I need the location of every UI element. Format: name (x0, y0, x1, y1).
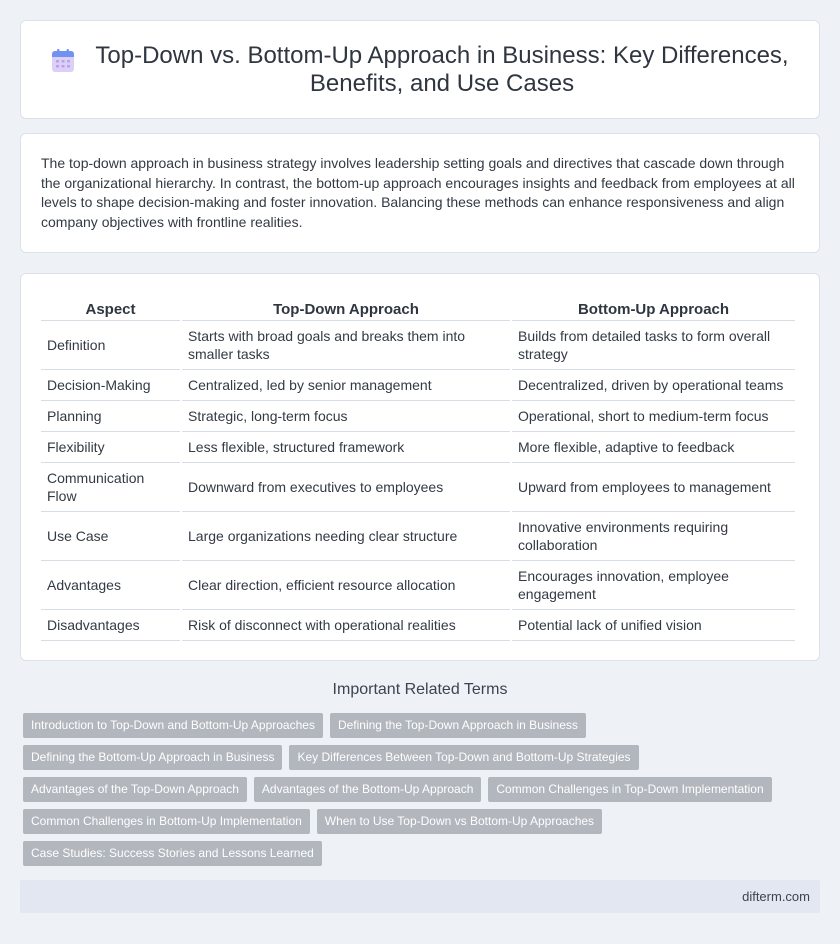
table-header-row (41, 294, 795, 321)
table-cell: Planning (41, 401, 180, 432)
calendar-icon (50, 48, 76, 74)
related-terms-list (23, 713, 813, 873)
related-term-tag[interactable]: Case Studies: Success Stories and Lessons Learned (23, 841, 322, 866)
tag-row (23, 777, 813, 802)
header-aspect: Aspect (41, 294, 180, 321)
related-term-tag[interactable]: Key Differences Between Top-Down and Bottom-Up Strategies (289, 745, 638, 770)
table-row (41, 610, 795, 641)
related-term-tag[interactable]: Common Challenges in Top-Down Implementation (488, 777, 771, 802)
table-row (41, 463, 795, 512)
related-term-tag[interactable]: When to Use Top-Down vs Bottom-Up Approaches (317, 809, 602, 834)
related-term-tag[interactable]: Defining the Bottom-Up Approach in Business (23, 745, 282, 770)
table-cell: More flexible, adaptive to feedback (512, 432, 795, 463)
table-cell: Downward from executives to employees (182, 463, 510, 512)
table-row (41, 321, 795, 370)
title-card (20, 20, 820, 119)
table-cell: Starts with broad goals and breaks them into smaller tasks (182, 321, 510, 370)
related-terms-heading: Important Related Terms (332, 681, 508, 698)
table-cell: Strategic, long-term focus (182, 401, 510, 432)
tag-row (23, 713, 813, 738)
intro-paragraph: The top-down approach in business strategy involves leadership setting goals and directives that cascade down through the organizational hierarchy. In contrast, the bottom-up approach encourages insights and feedback from employees at all levels to shape decision-making and foster innovation. Balancing these methods can enhance responsiveness and align company objectives with frontline realities. (41, 155, 795, 230)
comparison-table (39, 294, 797, 641)
table-cell: Advantages (41, 561, 180, 610)
table-row (41, 401, 795, 432)
header-top-down: Top-Down Approach (182, 294, 510, 321)
table-cell: Clear direction, efficient resource allocation (182, 561, 510, 610)
table-cell: Communication Flow (41, 463, 180, 512)
tag-row (23, 745, 813, 770)
table-cell: Decentralized, driven by operational teams (512, 370, 795, 401)
comparison-table-card (20, 273, 820, 661)
table-row (41, 370, 795, 401)
table-cell: Builds from detailed tasks to form overall strategy (512, 321, 795, 370)
table-cell: Decision-Making (41, 370, 180, 401)
table-cell: Risk of disconnect with operational realities (182, 610, 510, 641)
related-term-tag[interactable]: Common Challenges in Bottom-Up Implementation (23, 809, 310, 834)
table-cell: Large organizations needing clear structure (182, 512, 510, 561)
table-cell: Encourages innovation, employee engagement (512, 561, 795, 610)
table-cell: Use Case (41, 512, 180, 561)
table-cell: Potential lack of unified vision (512, 610, 795, 641)
table-cell: Definition (41, 321, 180, 370)
table-cell: Upward from employees to management (512, 463, 795, 512)
footer (20, 880, 820, 913)
intro-card (20, 133, 820, 253)
related-term-tag[interactable]: Introduction to Top-Down and Bottom-Up Approaches (23, 713, 323, 738)
related-term-tag[interactable]: Advantages of the Bottom-Up Approach (254, 777, 481, 802)
tag-row (23, 809, 813, 834)
table-cell: Disadvantages (41, 610, 180, 641)
related-term-tag[interactable]: Advantages of the Top-Down Approach (23, 777, 247, 802)
page-title: Top-Down vs. Bottom-Up Approach in Business: Key Differences, Benefits, and Use Cases (95, 41, 789, 97)
table-cell: Innovative environments requiring collaboration (512, 512, 795, 561)
title-wrap (50, 42, 790, 98)
table-cell: Operational, short to medium-term focus (512, 401, 795, 432)
table-row (41, 512, 795, 561)
table-row (41, 561, 795, 610)
header-bottom-up: Bottom-Up Approach (512, 294, 795, 321)
footer-site-link[interactable]: difterm.com (742, 889, 810, 904)
table-cell: Flexibility (41, 432, 180, 463)
table-row (41, 432, 795, 463)
table-cell: Centralized, led by senior management (182, 370, 510, 401)
table-cell: Less flexible, structured framework (182, 432, 510, 463)
tag-row (23, 841, 813, 866)
related-term-tag[interactable]: Defining the Top-Down Approach in Business (330, 713, 586, 738)
